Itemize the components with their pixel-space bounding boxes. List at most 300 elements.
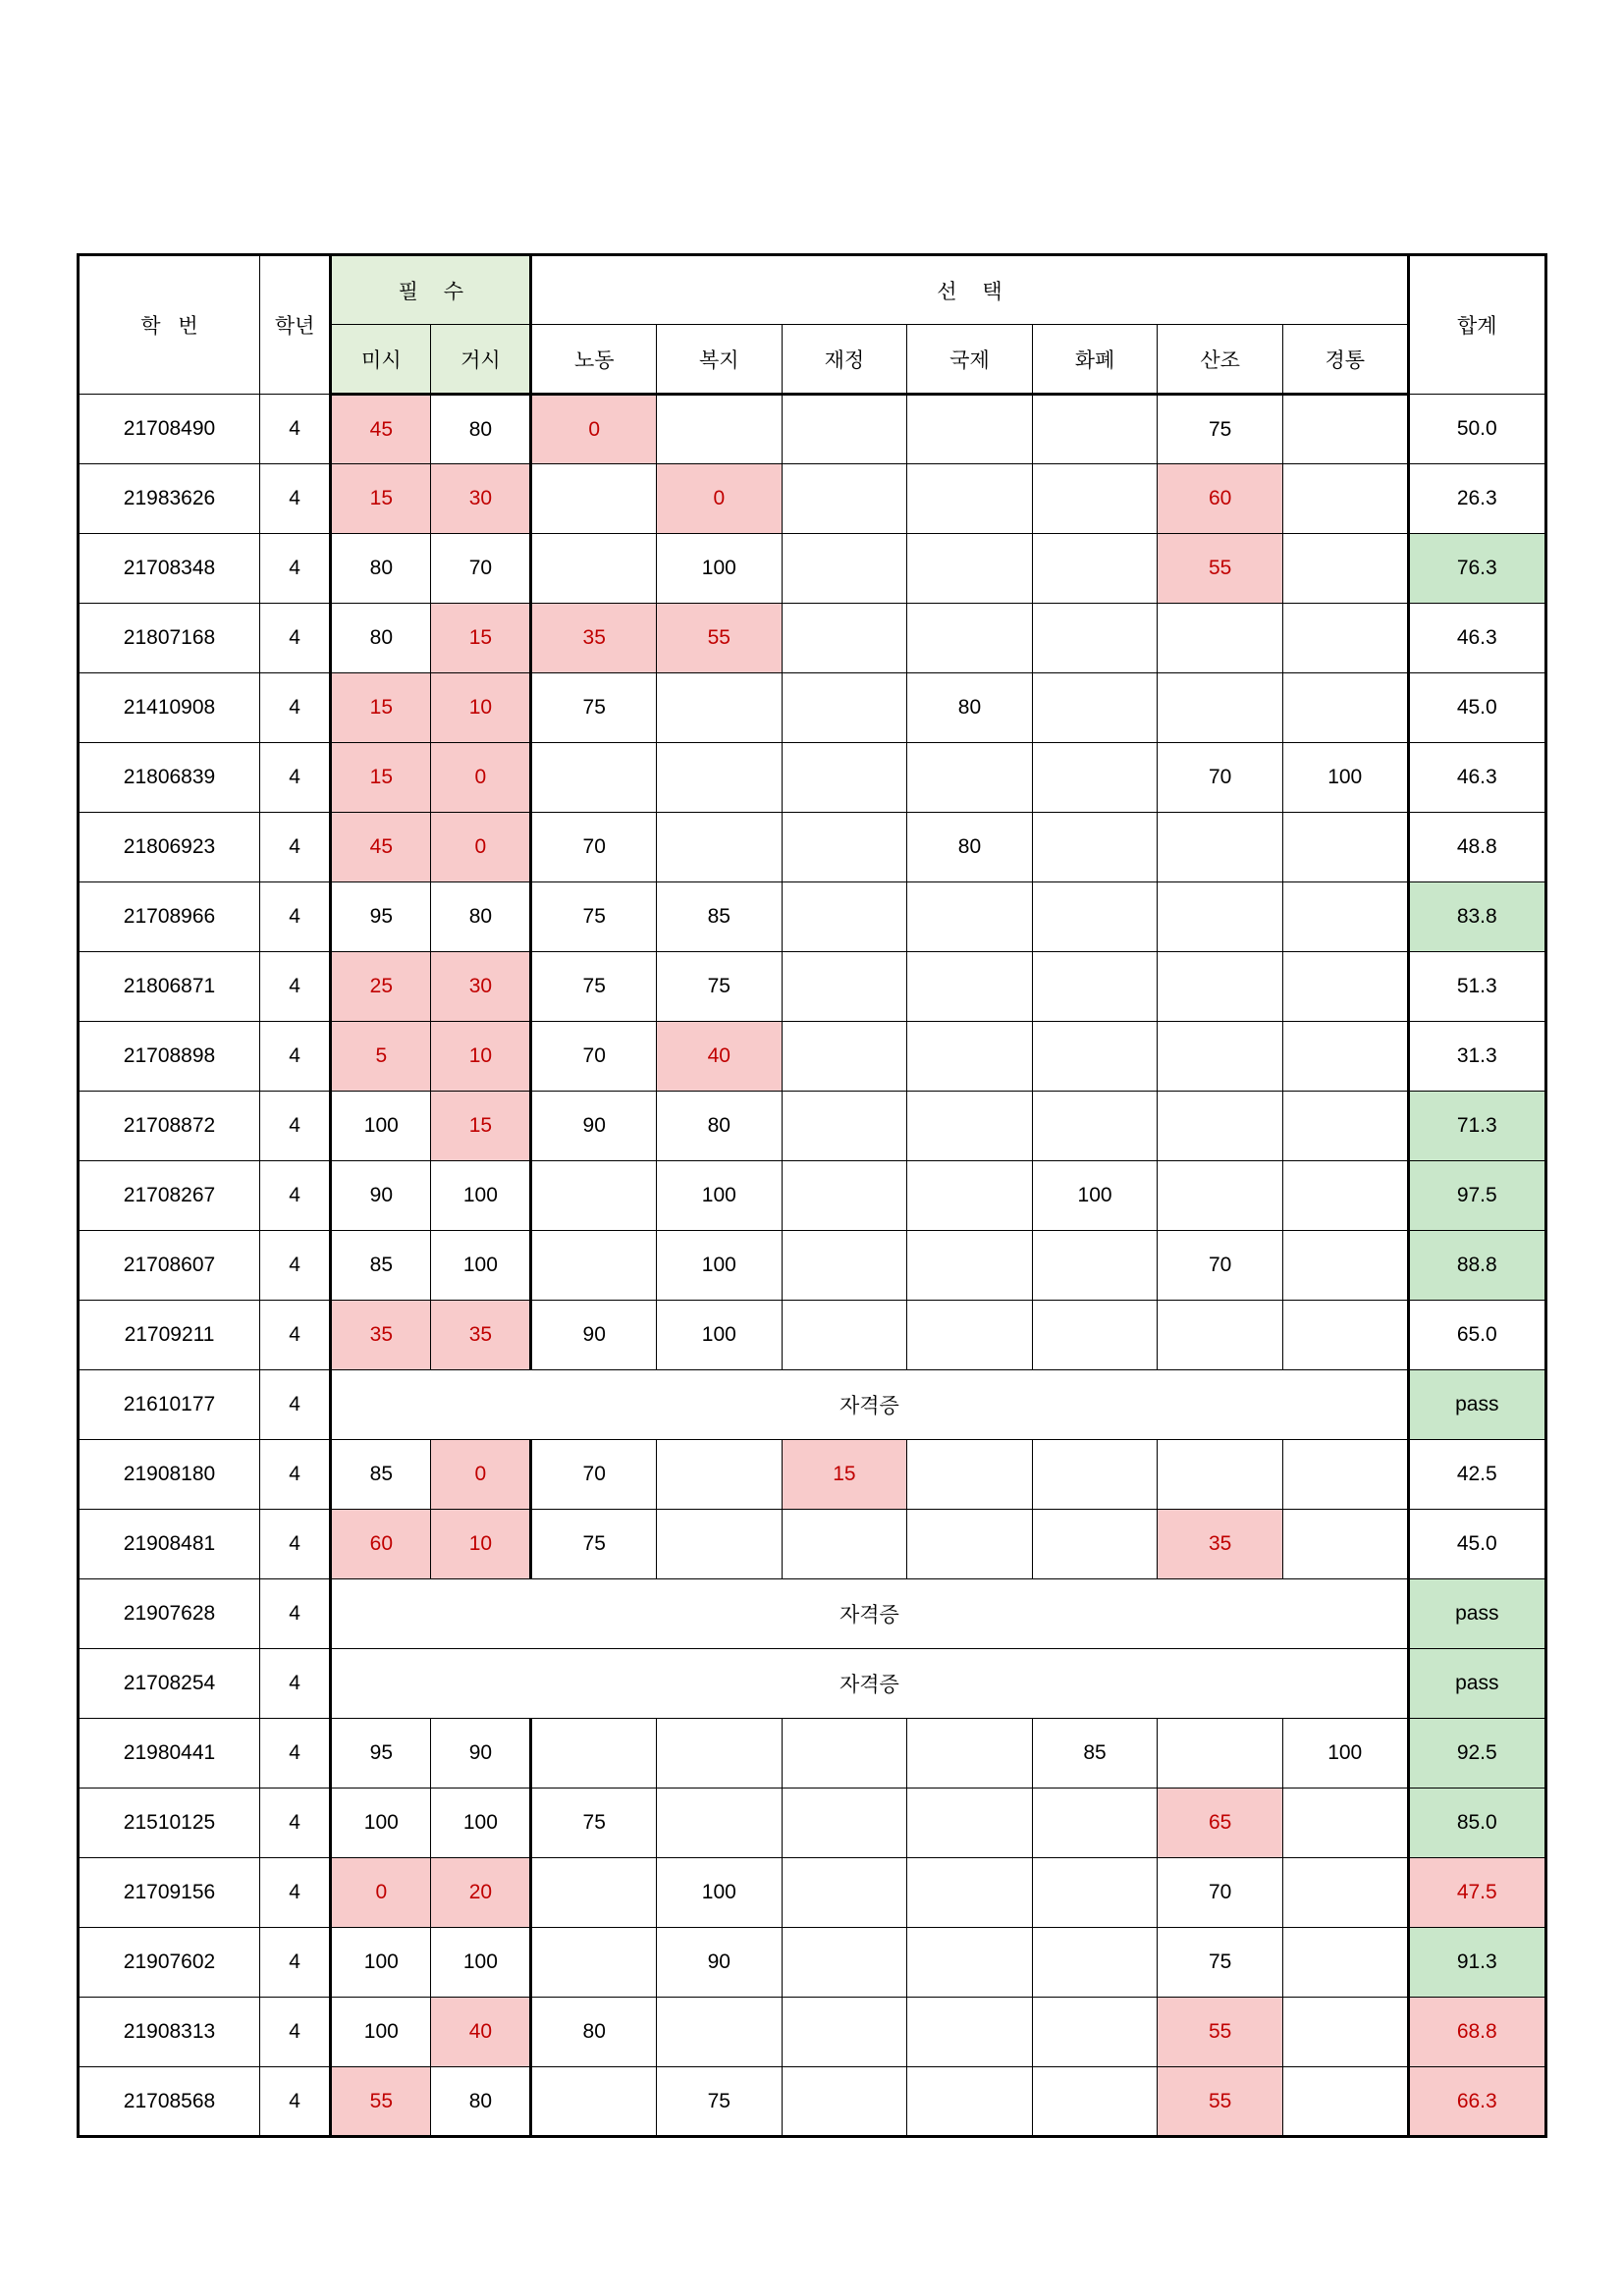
cell-score [907, 2067, 1033, 2137]
cell-score: 35 [531, 604, 657, 673]
cell-score [782, 1789, 907, 1858]
cell-score: 30 [431, 464, 531, 534]
cell-score: 75 [531, 952, 657, 1022]
table-row [79, 1789, 1546, 1858]
cell-score [782, 1998, 907, 2067]
cell-score: 80 [657, 1092, 783, 1161]
cell-score [657, 395, 783, 464]
cell-score: 75 [1158, 395, 1283, 464]
cell-total: 88.8 [1408, 1231, 1545, 1301]
cell-score: 0 [431, 743, 531, 813]
cell-score: 70 [431, 534, 531, 604]
cell-score [1032, 743, 1158, 813]
cell-student-id: 21980441 [79, 1719, 260, 1789]
cell-year: 4 [260, 1092, 331, 1161]
cell-score: 80 [531, 1998, 657, 2067]
cell-score: 35 [331, 1301, 431, 1370]
cell-score [657, 1789, 783, 1858]
header-labor: 노동 [531, 325, 657, 395]
cell-score [531, 464, 657, 534]
cell-score [1032, 1440, 1158, 1510]
cell-score [907, 1510, 1033, 1579]
cell-score [907, 464, 1033, 534]
cell-score: 80 [907, 813, 1033, 882]
cell-score [907, 1161, 1033, 1231]
cell-total: 31.3 [1408, 1022, 1545, 1092]
cell-score [1158, 1161, 1283, 1231]
cell-score [1158, 813, 1283, 882]
cell-score: 100 [431, 1789, 531, 1858]
cell-score: 15 [431, 604, 531, 673]
cell-student-id: 21806871 [79, 952, 260, 1022]
cell-score [1282, 1858, 1408, 1928]
cell-score: 55 [1158, 1998, 1283, 2067]
cell-student-id: 21983626 [79, 464, 260, 534]
cell-score [531, 2067, 657, 2137]
cell-score [1032, 882, 1158, 952]
cell-student-id: 21709211 [79, 1301, 260, 1370]
cell-score [1158, 673, 1283, 743]
cell-score: 100 [431, 1928, 531, 1998]
cell-score: 85 [331, 1231, 431, 1301]
cell-student-id: 21510125 [79, 1789, 260, 1858]
table-header [79, 255, 1546, 395]
cell-score: 0 [657, 464, 783, 534]
cell-score [1032, 534, 1158, 604]
cell-score [782, 1022, 907, 1092]
cell-year: 4 [260, 1022, 331, 1092]
cell-score [782, 1858, 907, 1928]
cell-student-id: 21708898 [79, 1022, 260, 1092]
cell-year: 4 [260, 604, 331, 673]
cell-score [657, 1510, 783, 1579]
cell-score [1158, 952, 1283, 1022]
cell-total: 76.3 [1408, 534, 1545, 604]
cell-score [782, 2067, 907, 2137]
cell-score: 80 [331, 534, 431, 604]
cell-score [657, 743, 783, 813]
cell-score [782, 952, 907, 1022]
cell-student-id: 21907602 [79, 1928, 260, 1998]
cell-score: 85 [331, 1440, 431, 1510]
cell-year: 4 [260, 813, 331, 882]
cell-score [1282, 1928, 1408, 1998]
cell-score: 95 [331, 1719, 431, 1789]
cell-total: 48.8 [1408, 813, 1545, 882]
cell-score: 100 [1282, 1719, 1408, 1789]
cell-score [907, 395, 1033, 464]
cell-total: 71.3 [1408, 1092, 1545, 1161]
cell-year: 4 [260, 673, 331, 743]
cell-score [531, 1161, 657, 1231]
table-row [79, 604, 1546, 673]
table-row [79, 2067, 1546, 2137]
cell-score: 55 [331, 2067, 431, 2137]
cell-year: 4 [260, 1231, 331, 1301]
cell-score: 100 [657, 1858, 783, 1928]
cell-score [657, 1998, 783, 2067]
table-row [79, 1301, 1546, 1370]
cell-student-id: 21907628 [79, 1579, 260, 1649]
cell-score [1032, 395, 1158, 464]
cell-score: 10 [431, 673, 531, 743]
cell-student-id: 21806923 [79, 813, 260, 882]
cell-score: 70 [1158, 1858, 1283, 1928]
cell-total: 97.5 [1408, 1161, 1545, 1231]
cell-score [1158, 604, 1283, 673]
cell-score: 60 [1158, 464, 1283, 534]
cell-score [1282, 1022, 1408, 1092]
cell-total: 92.5 [1408, 1719, 1545, 1789]
table-row [79, 1231, 1546, 1301]
cell-score [1158, 1440, 1283, 1510]
cell-score [1282, 882, 1408, 952]
cell-student-id: 21708267 [79, 1161, 260, 1231]
cell-score [1282, 395, 1408, 464]
cell-score [1032, 1231, 1158, 1301]
header-international: 국제 [907, 325, 1033, 395]
cell-score [782, 882, 907, 952]
cell-score [1282, 604, 1408, 673]
grade-table [77, 253, 1547, 2138]
cell-year: 4 [260, 952, 331, 1022]
cell-score [657, 1440, 783, 1510]
cell-total: 65.0 [1408, 1301, 1545, 1370]
cell-score [531, 1231, 657, 1301]
cell-student-id: 21708568 [79, 2067, 260, 2137]
table-row [79, 1161, 1546, 1231]
cell-score [1032, 1998, 1158, 2067]
cell-score [782, 1928, 907, 1998]
cell-score: 80 [431, 2067, 531, 2137]
cell-score: 5 [331, 1022, 431, 1092]
cell-student-id: 21708607 [79, 1231, 260, 1301]
cell-total: 85.0 [1408, 1789, 1545, 1858]
cell-score [907, 1231, 1033, 1301]
cell-score [782, 1092, 907, 1161]
table-row [79, 813, 1546, 882]
cell-score: 95 [331, 882, 431, 952]
cell-year: 4 [260, 1440, 331, 1510]
cell-score [1032, 604, 1158, 673]
cell-score [907, 1789, 1033, 1858]
cell-score: 70 [531, 1022, 657, 1092]
cell-score [782, 604, 907, 673]
cell-score [907, 604, 1033, 673]
cell-score: 80 [431, 882, 531, 952]
cell-total: 50.0 [1408, 395, 1545, 464]
cell-score [1282, 952, 1408, 1022]
cell-score: 15 [331, 743, 431, 813]
cell-score [1032, 1301, 1158, 1370]
header-econ-stats: 경통 [1282, 325, 1408, 395]
cell-student-id: 21410908 [79, 673, 260, 743]
table-row [79, 1510, 1546, 1579]
cell-score [1282, 1440, 1408, 1510]
cell-score: 100 [431, 1231, 531, 1301]
cell-score: 100 [657, 1301, 783, 1370]
cell-score [907, 534, 1033, 604]
header-total: 합계 [1408, 255, 1545, 395]
cell-certificate: 자격증 [331, 1579, 1408, 1649]
cell-score [531, 1719, 657, 1789]
cell-score [782, 1231, 907, 1301]
cell-score: 100 [1032, 1161, 1158, 1231]
cell-score [782, 1161, 907, 1231]
cell-score: 35 [1158, 1510, 1283, 1579]
table-row [79, 1440, 1546, 1510]
cell-total: 26.3 [1408, 464, 1545, 534]
cell-score [1032, 813, 1158, 882]
cell-score: 100 [657, 1231, 783, 1301]
cell-score: 75 [657, 2067, 783, 2137]
cell-score [531, 1928, 657, 1998]
cell-year: 4 [260, 395, 331, 464]
cell-score: 100 [657, 534, 783, 604]
cell-score [1282, 464, 1408, 534]
cell-score: 80 [331, 604, 431, 673]
cell-score [782, 464, 907, 534]
cell-score: 100 [1282, 743, 1408, 813]
cell-score [1032, 464, 1158, 534]
table-row [79, 673, 1546, 743]
cell-year: 4 [260, 1370, 331, 1440]
header-student-id: 학 번 [79, 255, 260, 395]
header-finance: 재정 [782, 325, 907, 395]
cell-year: 4 [260, 882, 331, 952]
cell-total: 46.3 [1408, 743, 1545, 813]
cell-total: pass [1408, 1649, 1545, 1719]
cell-score [1282, 1998, 1408, 2067]
cell-certificate: 자격증 [331, 1370, 1408, 1440]
cell-score [782, 1301, 907, 1370]
cell-score [1032, 1510, 1158, 1579]
cell-score [1282, 1510, 1408, 1579]
cell-year: 4 [260, 1719, 331, 1789]
cell-student-id: 21908180 [79, 1440, 260, 1510]
cell-score: 55 [1158, 534, 1283, 604]
cell-score [1158, 1301, 1283, 1370]
cell-score: 100 [331, 1928, 431, 1998]
cell-score: 55 [657, 604, 783, 673]
cell-total: pass [1408, 1370, 1545, 1440]
header-group-row [79, 255, 1546, 325]
table-row [79, 743, 1546, 813]
cell-score [1032, 1928, 1158, 1998]
table-row [79, 534, 1546, 604]
cell-year: 4 [260, 1858, 331, 1928]
cell-student-id: 21908313 [79, 1998, 260, 2067]
cell-score: 30 [431, 952, 531, 1022]
cell-score: 100 [657, 1161, 783, 1231]
cell-score [1032, 1092, 1158, 1161]
cell-year: 4 [260, 1510, 331, 1579]
cell-score [1282, 1092, 1408, 1161]
table-row [79, 464, 1546, 534]
cell-total: 42.5 [1408, 1440, 1545, 1510]
cell-year: 4 [260, 1928, 331, 1998]
cell-score: 90 [531, 1092, 657, 1161]
cell-student-id: 21807168 [79, 604, 260, 673]
cell-total: 83.8 [1408, 882, 1545, 952]
table-row [79, 1579, 1546, 1649]
cell-score: 40 [431, 1998, 531, 2067]
cell-score [1158, 1719, 1283, 1789]
cell-score [907, 952, 1033, 1022]
cell-score: 10 [431, 1022, 531, 1092]
cell-year: 4 [260, 464, 331, 534]
cell-score [1282, 2067, 1408, 2137]
cell-score: 15 [331, 673, 431, 743]
cell-score: 85 [1032, 1719, 1158, 1789]
cell-score: 15 [331, 464, 431, 534]
cell-score [782, 673, 907, 743]
cell-score: 70 [1158, 743, 1283, 813]
cell-score [1282, 1161, 1408, 1231]
cell-total: 45.0 [1408, 673, 1545, 743]
cell-score [782, 395, 907, 464]
table-row [79, 1928, 1546, 1998]
cell-score [782, 743, 907, 813]
cell-score: 25 [331, 952, 431, 1022]
cell-year: 4 [260, 1161, 331, 1231]
cell-score: 45 [331, 813, 431, 882]
cell-score: 40 [657, 1022, 783, 1092]
cell-score: 75 [531, 882, 657, 952]
cell-student-id: 21709156 [79, 1858, 260, 1928]
header-industry: 산조 [1158, 325, 1283, 395]
cell-score [1282, 534, 1408, 604]
cell-score [1032, 2067, 1158, 2137]
cell-score: 90 [431, 1719, 531, 1789]
cell-score: 35 [431, 1301, 531, 1370]
cell-score: 0 [431, 813, 531, 882]
cell-score [657, 813, 783, 882]
cell-score [782, 1510, 907, 1579]
cell-score: 15 [431, 1092, 531, 1161]
cell-score: 75 [531, 673, 657, 743]
cell-score: 65 [1158, 1789, 1283, 1858]
cell-year: 4 [260, 2067, 331, 2137]
table-row [79, 1719, 1546, 1789]
cell-score [907, 1022, 1033, 1092]
header-year: 학년 [260, 255, 331, 395]
cell-score [782, 813, 907, 882]
table-row [79, 1858, 1546, 1928]
cell-score: 0 [531, 395, 657, 464]
cell-score [1032, 1789, 1158, 1858]
cell-score [907, 1301, 1033, 1370]
cell-student-id: 21806839 [79, 743, 260, 813]
cell-score [907, 1998, 1033, 2067]
table-body [79, 395, 1546, 2137]
cell-total: 47.5 [1408, 1858, 1545, 1928]
cell-student-id: 21908481 [79, 1510, 260, 1579]
table-row [79, 952, 1546, 1022]
cell-score [1032, 673, 1158, 743]
cell-score: 45 [331, 395, 431, 464]
cell-score: 100 [331, 1998, 431, 2067]
cell-total: 51.3 [1408, 952, 1545, 1022]
table-row [79, 1092, 1546, 1161]
cell-score [1282, 1231, 1408, 1301]
cell-score: 15 [782, 1440, 907, 1510]
cell-year: 4 [260, 1301, 331, 1370]
cell-student-id: 21708348 [79, 534, 260, 604]
cell-score: 70 [531, 813, 657, 882]
cell-score: 70 [1158, 1231, 1283, 1301]
cell-score: 75 [1158, 1928, 1283, 1998]
cell-student-id: 21610177 [79, 1370, 260, 1440]
header-required-group: 필 수 [331, 255, 531, 325]
cell-score [907, 1719, 1033, 1789]
grade-sheet [77, 253, 1547, 2138]
cell-student-id: 21708490 [79, 395, 260, 464]
cell-score [782, 1719, 907, 1789]
cell-score [907, 1928, 1033, 1998]
cell-score [1282, 1789, 1408, 1858]
cell-total: 66.3 [1408, 2067, 1545, 2137]
cell-score: 0 [431, 1440, 531, 1510]
cell-score [907, 1858, 1033, 1928]
cell-score [1158, 1022, 1283, 1092]
cell-score [1032, 952, 1158, 1022]
cell-score [531, 743, 657, 813]
cell-year: 4 [260, 534, 331, 604]
cell-score [907, 743, 1033, 813]
header-macro: 거시 [431, 325, 531, 395]
cell-score [657, 1719, 783, 1789]
cell-year: 4 [260, 1998, 331, 2067]
cell-score: 10 [431, 1510, 531, 1579]
cell-total: 91.3 [1408, 1928, 1545, 1998]
table-row [79, 1370, 1546, 1440]
cell-total: 45.0 [1408, 1510, 1545, 1579]
cell-score: 100 [431, 1161, 531, 1231]
table-row [79, 395, 1546, 464]
cell-score: 60 [331, 1510, 431, 1579]
cell-score: 90 [657, 1928, 783, 1998]
cell-year: 4 [260, 743, 331, 813]
cell-score [657, 673, 783, 743]
header-welfare: 복지 [657, 325, 783, 395]
cell-student-id: 21708966 [79, 882, 260, 952]
cell-score: 80 [907, 673, 1033, 743]
cell-score [907, 1440, 1033, 1510]
cell-score: 100 [331, 1092, 431, 1161]
cell-score: 75 [657, 952, 783, 1022]
cell-score [531, 1858, 657, 1928]
cell-total: 68.8 [1408, 1998, 1545, 2067]
cell-score: 80 [431, 395, 531, 464]
header-micro: 미시 [331, 325, 431, 395]
cell-student-id: 21708872 [79, 1092, 260, 1161]
cell-score [782, 534, 907, 604]
header-elective-group: 선 택 [531, 255, 1408, 325]
cell-score [1158, 1092, 1283, 1161]
table-row [79, 1998, 1546, 2067]
cell-score [907, 882, 1033, 952]
cell-score: 70 [531, 1440, 657, 1510]
cell-score [907, 1092, 1033, 1161]
cell-score [1032, 1022, 1158, 1092]
cell-total: 46.3 [1408, 604, 1545, 673]
cell-year: 4 [260, 1789, 331, 1858]
cell-score: 20 [431, 1858, 531, 1928]
header-money: 화폐 [1032, 325, 1158, 395]
cell-score [1032, 1858, 1158, 1928]
cell-score [1282, 673, 1408, 743]
